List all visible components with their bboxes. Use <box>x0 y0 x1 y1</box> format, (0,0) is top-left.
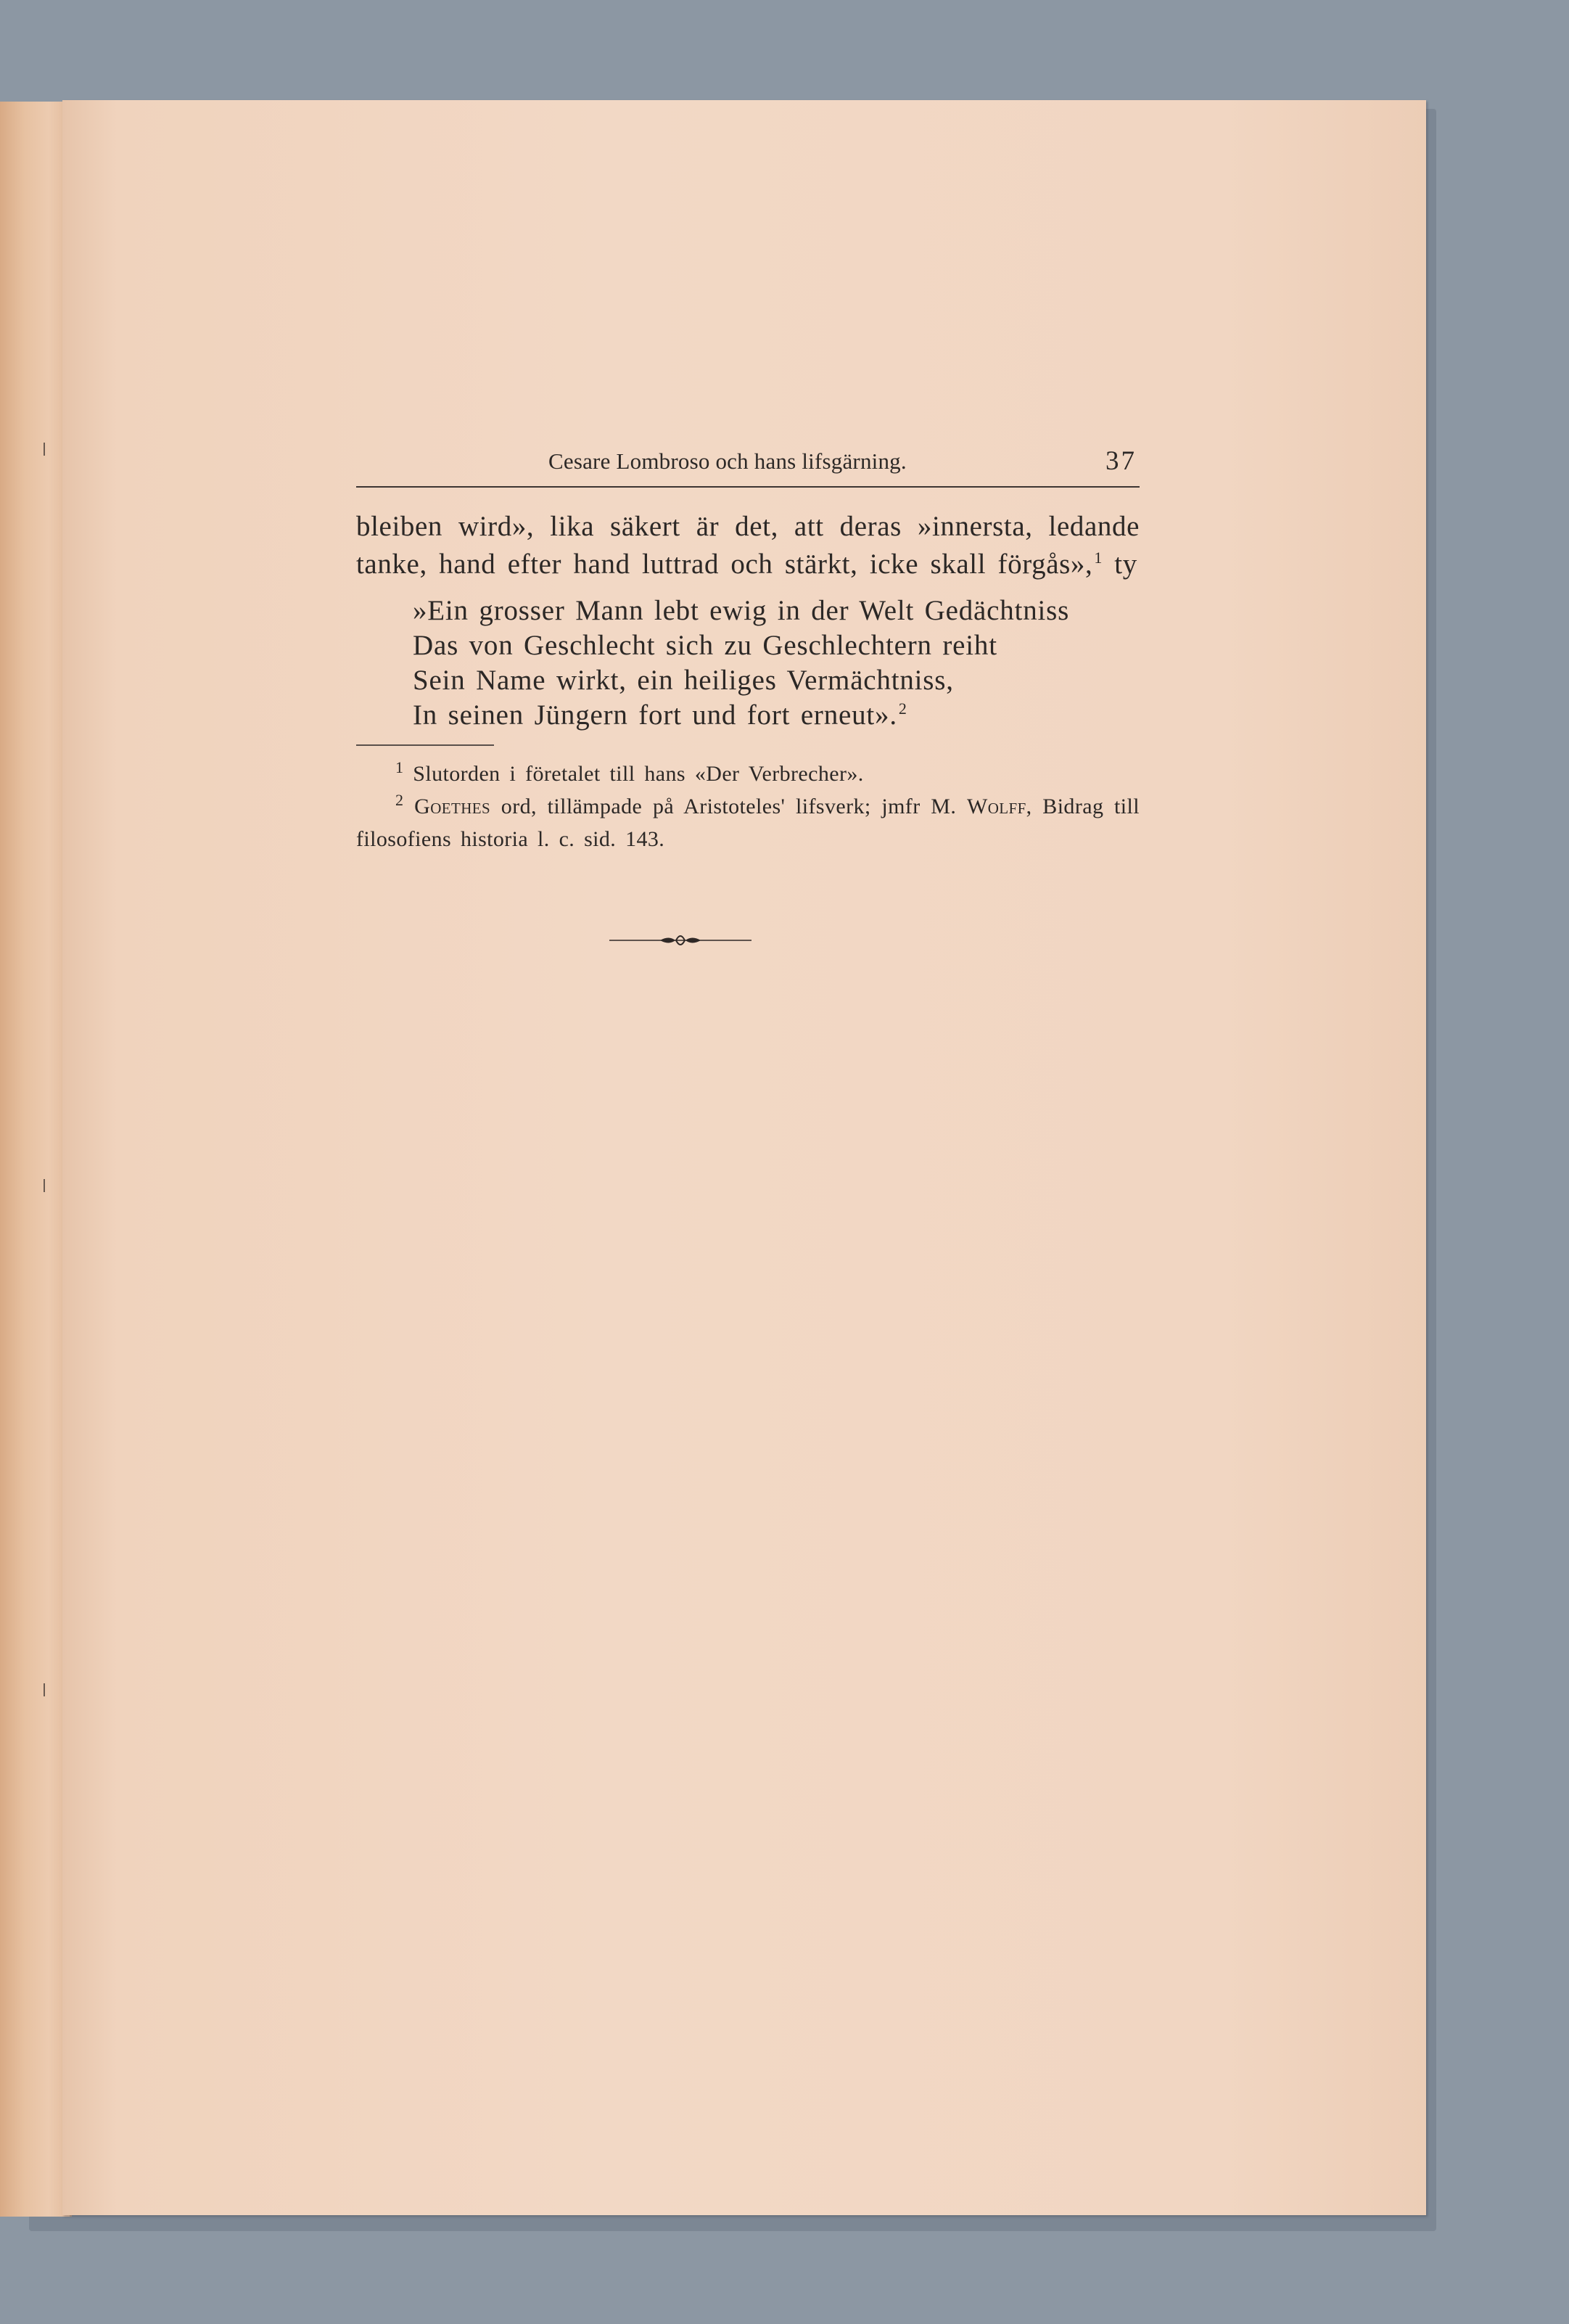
running-head <box>356 441 1140 488</box>
verse-line: Sein Name wirkt, ein heiliges Vermächtniss, <box>413 665 954 696</box>
binding-stitch <box>44 1179 45 1192</box>
footnote-mark: 2 <box>395 791 404 809</box>
verse-quotation <box>413 594 1140 733</box>
page-content <box>356 441 1140 855</box>
left-page-edge <box>0 102 72 2217</box>
paragraph-text: bleiben wird», lika säkert är det, att deras »innersta, ledande tanke, hand efter hand luttrad och stärkt, icke skall förgås», <box>356 511 1140 580</box>
page-number: 37 <box>1105 446 1137 476</box>
verse-line: In seinen Jüngern fort und fort erneut».$^2$ <box>413 699 907 731</box>
footnote-name: Goethes <box>403 794 491 818</box>
verse-line: Das von Geschlecht sich zu Geschlechtern reiht <box>413 630 997 661</box>
footnote-1: $^1$ Slutorden i företalet till hans «Der Verbrecher». <box>395 758 864 786</box>
footnote-author: Wolff <box>967 794 1026 818</box>
footnote-mark: 1 <box>395 758 404 776</box>
flourish-ornament-icon <box>608 926 753 955</box>
footnotes <box>356 757 1140 855</box>
footnote-reference: 1 <box>1094 549 1103 567</box>
book-page <box>62 100 1426 2215</box>
footnote-rule <box>356 744 494 746</box>
running-title: Cesare Lombroso och hans lifsgärning. <box>548 448 907 474</box>
body-paragraph <box>356 508 1140 583</box>
footnote-2: $^2$ Goethes ord, tillämpade på Aristoteles' lifsverk; jmfr M. Wolff, Bidrag till filosofiens historia l. c. sid. 143. <box>356 791 1140 851</box>
footnote-reference: 2 <box>898 699 907 718</box>
verse-line: »Ein grosser Mann lebt ewig in der Welt Gedächtniss <box>413 595 1070 626</box>
binding-stitch <box>44 443 45 456</box>
paragraph-text-end: ty <box>1102 549 1137 580</box>
binding-stitch <box>44 1683 45 1696</box>
